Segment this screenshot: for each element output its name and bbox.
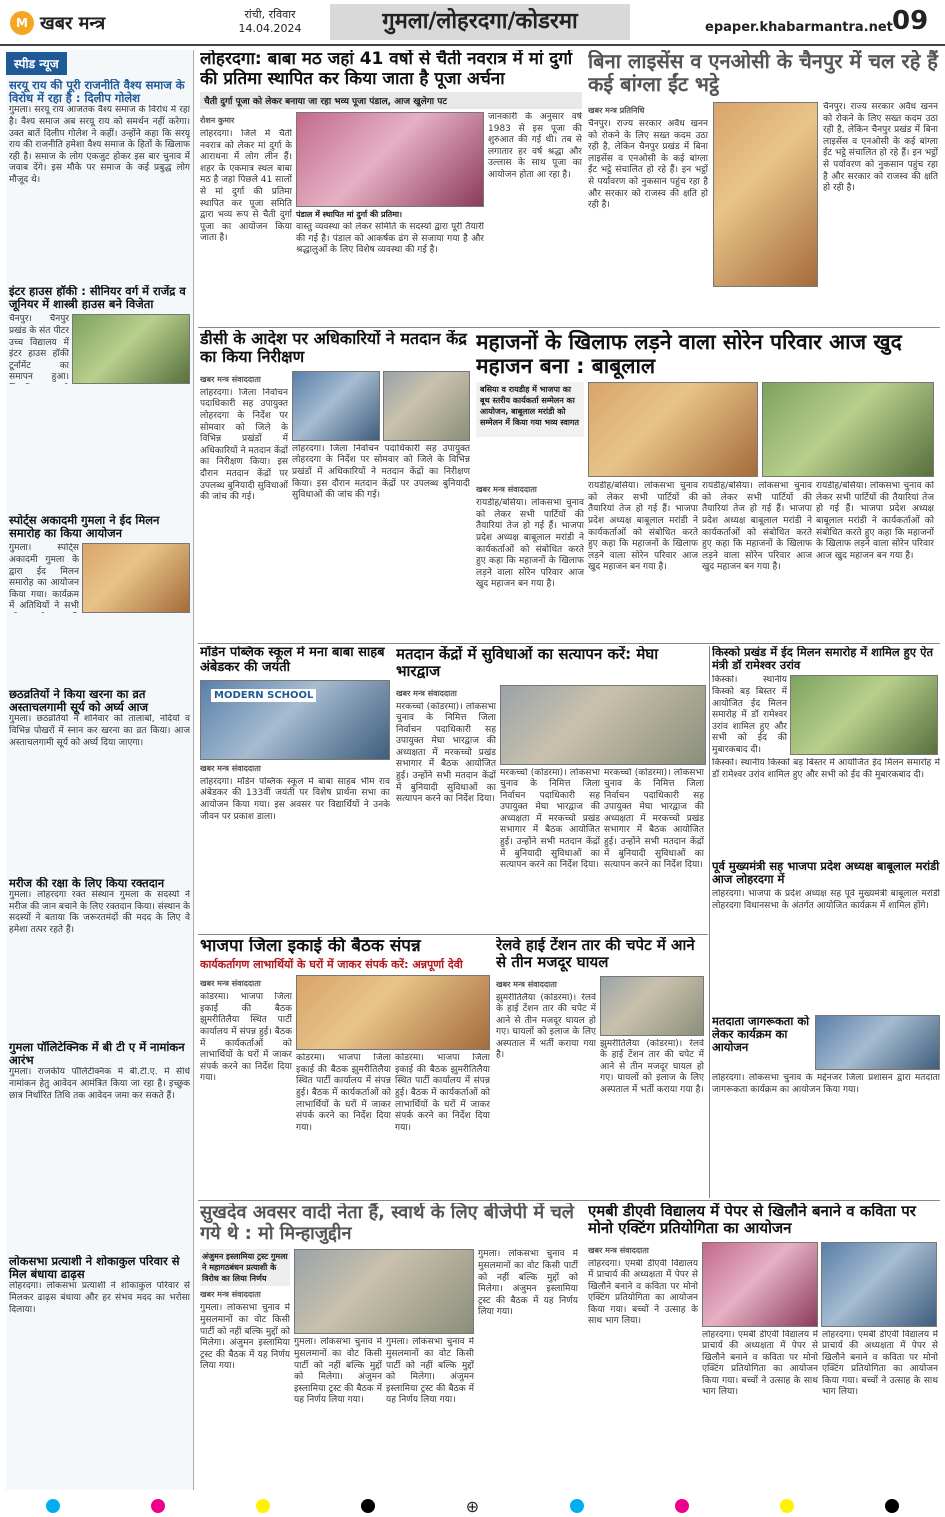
article-body: कोडरमा। भाजपा जिला इकाई की बैठक झुमरीतिलैया स्थित पार्टी कार्यालय में संपन्न हुई। बैठक में कार्यकर्ताओं को लाभार्थियों के घरों में जाकर संपर्क करने का निर्देश दिया गया। [200,992,292,1084]
article-sukhdev [200,1203,580,1493]
article-headline: मतदाता जागरूकता को लेकर कार्यक्रम का आयोजन [712,1015,810,1055]
article-body: लोहरदगा। जिले में चैती नवरात्र को लेकर मां दुर्गा के आराधना में लोग लीन हैं। शहर के एकमात्र स्थल बाबा मठ है जहां पिछले 41 सालों से मां दुर्गा की प्रतिमा स्थापित कर पूजा समिति द्वारा भव्य रूप से चैती दुर्गा पूजा का आयोजन किया जाता है। [200,129,292,244]
article-soren [476,330,940,640]
article-ambedkar [200,646,390,931]
byline: खबर मन्त्र संवाददाता [200,374,261,384]
inspection-photo-2 [383,371,471,441]
logo [10,8,190,38]
dateline [235,8,305,36]
sidebar-label: स्पीड न्यूज [6,52,67,75]
byline: खबर मन्त्र संवाददाता [396,688,457,698]
students-photo-1 [702,1242,818,1327]
masthead [0,0,945,46]
article-dc-inspection [200,330,470,640]
sidebar-item-body: गुमला। स्पोर्ट्स अकादमी गुमला के द्वारा ईद मिलन समारोह का आयोजन किया गया। कार्यक्रम में अतिथियों ने सभी [9,543,79,612]
article-body: मरकच्चो (कोडरमा)। लोकसभा चुनाव के निमित्त जिला निर्वाचन पदाधिकारी सह उपायुक्त मेघा भारद्वाज की अध्यक्षता में मरकच्चो प्रखंड सभागार में बैठक आयोजित हुई। उन्होंने सभी मतदान केंद्रों में बुनियादी सुविधाओं का सत्यापन करने का निर्देश दिया। [500,767,600,871]
photo-caption: अंजुमन इस्लामिया ट्रस्ट गुमला ने महागठबंधन प्रत्याशी के विरोध का लिया निर्णय [200,1249,290,1286]
article-body: लोहरदगा। भाजपा के प्रदेश अध्यक्ष सह पूर्व मुख्यमंत्री बाबूलाल मरांडी लोहरदगा विधानसभा के अंतर्गत आयोजित कार्यक्रम में शामिल होंगे। [712,889,940,912]
cyan-mark [570,1499,584,1513]
byline: खबर मन्त्र संवाददाता [476,485,537,495]
article-body: रायडीह/बसिया। लोकसभा चुनाव को लेकर सभी पार्टियों की तैयारियां तेज हो गई हैं। भाजपा प्रदेश अध्यक्ष बाबूलाल मरांडी ने कार्यकर्ताओं को संबोधित करते हुए कहा कि महाजनों के खिलाफ लड़ने वाला सोरेन परिवार आज खुद महाजन बन गया है। [476,498,584,590]
divider [198,327,940,328]
article-headline: सुखदेव अवसर वादी नेता हैं, स्वार्थ के लिए बीजेपी में चले गये थे : मो मिन्हाजुद्दीन [200,1203,575,1244]
article-body: लोहरदगा। लोकसभा चुनाव के मद्देनजर जिला प्रशासन द्वारा मतदाता जागरूकता कार्यक्रम का आयोजन किया गया। [712,1073,940,1095]
article-headline: मतदान केंद्रों में सुविधाओं का सत्यापन करें: मेघा भारद्वाज [396,646,659,681]
article-headline: लोहरदगा: बाबा मठ जहां 41 वर्षो से चैती नवरात्र में मां दुर्गा की प्रतिमा स्थापित कर किया जाता है पूजा अर्चना [200,50,573,89]
article-body: गुमला। लोकसभा चुनाव में मुसलमानों का वोट किसी पार्टी को नहीं बल्कि मुद्दों को मिलेगा। अंजुमन इस्लामिया ट्रस्ट की बैठक में यह निर्णय लिया गया। [294,1337,382,1406]
eid-kisko-photo [790,675,938,755]
crosshair-icon: ⊕ [465,1496,480,1516]
sidebar-item-headline: लोकसभा प्रत्याशी ने शोकाकुल परिवार से मिल बंधाया ढाढ़स [9,1255,180,1282]
article-body: लोहरदगा। एमबी डीएवी विद्यालय में प्राचार्य की अध्यक्षता में पेपर से खिलौने बनाने व कविता पर मोनो एक्टिंग प्रतियोगिता का आयोजन किया गया। बच्चों ने उत्साह के साथ भाग लिया। [702,1329,818,1398]
article-marandi-visit [712,860,940,1010]
inner-caption: पंडाल में स्थापित मां दुर्गा की प्रतिमा। [296,210,403,220]
byline: खबर मन्त्र संवाददाता [200,979,261,989]
article-body: किस्को। स्थानीय किस्को बड़ बिस्तर में आयोजित ईद मिलन समारोह में डॉ रामेश्वर उरांव शामिल हुए और सभी को ईद की मुबारकबाद दी। [712,675,787,755]
article-headline: रेलवे हाई टेंशन तार की चपेट में आने से तीन मजदूर घायल [496,937,695,972]
article-headline: एमबी डीएवी विद्यालय में पेपर से खिलौने बनाने व कविता पर मोनो एक्टिंग प्रतियोगिता का आयोजन [588,1203,916,1238]
article-headline: मॉर्डन पब्लिक स्कूल में मना बाबा साहब अंबेडकर की जयंती [200,646,385,675]
article-headline: महाजनों के खिलाफ लड़ने वाला सोरेन परिवार आज खुद महाजन बना : बाबूलाल [476,330,902,379]
divider [198,643,940,644]
sidebar-item-headline: मरीज की रक्षा के लिए किया रक्तदान [9,877,165,890]
sidebar-item-headline: इंटर हाउस हॉकी : सीनियर वर्ग में राजेंद्र व जूनियर में शास्त्री हाउस बने विजेता [9,285,186,312]
article-body: लोहरदगा। मॉर्डन पब्लिक स्कूल में बाबा साहब भीम राव अंबेडकर की 133वीं जयंती पर विशेष प्रार्थना सभा का आयोजन किया गया। इस अवसर पर विद्यार्थियों ने उनके जीवन पर प्रकाश डाला। [200,776,390,822]
sidebar-item-body: गुमला। राजकीय पॉलिटेक्निक में बी.टी.ए. में सीधे नामांकन हेतु आवेदन आमंत्रित किया जा रहा है। इच्छुक छात्र निर्धारित तिथि तक आवेदन जमा कर सकते हैं। [9,1067,190,1101]
awareness-photo [815,1015,940,1070]
durga-idol-photo [296,112,484,207]
section-title: गुमला/लोहरदगा/कोडरमा [330,4,630,40]
inspection-photo-1 [292,371,380,441]
issue-date: 14.04.2024 [238,22,302,35]
article-body: गुमला। लोकसभा चुनाव में मुसलमानों का वोट किसी पार्टी को नहीं बल्कि मुद्दों को मिलेगा। अंजुमन इस्लामिया ट्रस्ट की बैठक में यह निर्णय लिया गया। [200,1303,290,1372]
article-body: कोडरमा। भाजपा जिला इकाई की बैठक झुमरीतिलैया स्थित पार्टी कार्यालय में संपन्न हुई। बैठक में कार्यकर्ताओं को लाभार्थियों के घरों में जाकर संपर्क करने का निर्देश दिया गया। [296,1053,391,1133]
article-body: झुमरीतिलैया (कोडरमा)। रेलवे के हाई टेंशन तार की चपेट में आने से तीन मजदूर घायल हो गए। घायलों को इलाज के लिए अस्पताल में भर्ती कराया गया है। [496,992,596,1061]
article-voter-awareness [712,1015,940,1195]
article-body: मरकच्चो (कोडरमा)। लोकसभा चुनाव के निमित्त जिला निर्वाचन पदाधिकारी सह उपायुक्त मेघा भारद्वाज की अध्यक्षता में मरकच्चो प्रखंड सभागार में बैठक आयोजित हुई। उन्होंने सभी मतदान केंद्रों में बुनियादी सुविधाओं का सत्यापन करने का निर्देश दिया। [396,701,496,805]
sidebar-item-headline: स्पोर्ट्स अकादमी गुमला ने ईद मिलन समारोह का किया आयोजन [9,514,160,541]
article-headline: डीसी के आदेश पर अधिकारियों ने मतदान केंद्र का किया निरीक्षण [200,330,467,367]
article-bjp-meeting [200,937,490,1197]
article-body: चैनपुर। राज्य सरकार अवैध खनन को रोकने के लिए सख्त कदम उठा रही है, लेकिन चैनपुर प्रखंड में बिना लाइसेंस व एनओसी के कई बांग्ला ईंट भट्ठे संचालित हो रहे हैं। इन भट्ठों से पर्यावरण को नुकसान पहुंच रहा है और सरकार को राजस्व की क्षति हो रही है। [823,102,938,194]
sidebar-item [6,79,193,279]
divider [198,934,708,935]
article-headline: बिना लाइसेंस व एनओसी के चैनपुर में चल रहे हैं कई बांग्ला ईंट भट्ठे [588,50,938,96]
eid-event-photo [82,543,190,613]
sidebar-item-headline: छठव्रतियों ने किया खरना का व्रत अस्ताचलगामी सूर्य को अर्घ्य आज [9,688,149,715]
article-voting-facilities [396,646,706,931]
yellow-mark [256,1499,270,1513]
yellow-mark [780,1499,794,1513]
brick-kiln-photo [713,102,818,287]
article-subhead: कार्यकर्तागण लाभार्थियों के घरों में जाकर संपर्क करें: अन्नपूर्णा देवी [200,957,463,971]
rally-photo-2 [762,382,934,477]
page-number: 09 [892,6,929,36]
article-body: लोहरदगा। एमबी डीएवी विद्यालय में प्राचार्य की अध्यक्षता में पेपर से खिलौने बनाने व कविता पर मोनो एक्टिंग प्रतियोगिता का आयोजन किया गया। बच्चों ने उत्साह के साथ भाग लिया। [588,1258,698,1327]
article-eid-kisko [712,646,940,856]
article-body: कोडरमा। भाजपा जिला इकाई की बैठक झुमरीतिलैया स्थित पार्टी कार्यालय में संपन्न हुई। बैठक में कार्यकर्ताओं को लाभार्थियों के घरों में जाकर संपर्क करने का निर्देश दिया गया। [395,1053,490,1133]
article-body: लोहरदगा। जिला निर्वाचन पदाधिकारी सह उपायुक्त लोहरदगा के निर्देश पर सोमवार को जिले के विभिन्न प्रखंडों में अधिकारियों ने मतदान केंद्रों का निरीक्षण किया। इस दौरान मतदान केंद्रों पर उपलब्ध बुनियादी सुविधाओं की जांच की गई। [292,443,470,501]
article-railway-accident [496,937,706,1197]
sidebar-item-headline: सरयू राय की पूरी राजनीति वैश्य समाज के विरोध में रहा है : दिलीप गोलेश [9,79,185,106]
photo-caption: चैती दुर्गा पूजा को लेकर बनाया जा रहा भव्य पूजा पंडाल, आज खुलेगा पट [200,92,582,109]
sidebar-item-body: चैनपुर। चैनपुर प्रखंड के संत पीटर उच्च विद्यालय में इंटर हाउस हॉकी टूर्नामेंट का समापन हुआ। [9,314,69,383]
sidebar-item-body: गुमला। छठव्रतियों ने शनिवार को तालाबों, नदियों व विभिन्न पोखरों में स्नान कर खरना का व्रत किया। आज अस्ताचलगामी सूर्य को अर्घ्य दिया जाएगा। [9,714,190,748]
article-brick-kilns [588,50,940,325]
divider [198,1200,940,1201]
magenta-mark [675,1499,689,1513]
article-body: गुमला। लोकसभा चुनाव में मुसलमानों का वोट किसी पार्टी को नहीं बल्कि मुद्दों को मिलेगा। अंजुमन इस्लामिया ट्रस्ट की बैठक में यह निर्णय लिया गया। [386,1337,474,1406]
byline: खबर मन्त्र संवाददाता [588,1245,649,1255]
article-headline: भाजपा जिला इकाई की बैठक संपन्न [200,937,421,956]
paper-name: खबर मन्त्र [40,13,106,34]
black-mark [361,1499,375,1513]
article-body: गुमला। लोकसभा चुनाव में मुसलमानों का वोट किसी पार्टी को नहीं बल्कि मुद्दों को मिलेगा। अंजुमन इस्लामिया ट्रस्ट की बैठक में यह निर्णय लिया गया। [478,1249,578,1318]
byline: खबर मन्त्र संवाददाता [496,979,557,989]
school-event-photo [200,680,390,760]
article-body: जानकारी के अनुसार वर्ष 1983 से इस पूजा की शुरुआत की गई थी। तब से लगातार हर वर्ष श्रद्धा और उल्लास के साथ पूजा का आयोजन होता आ रहा है। [488,112,582,181]
epaper-url[interactable]: epaper.khabarmantra.net [705,20,893,35]
article-body: वास्तु व्यवस्था को लेकर समिति के सदस्यों द्वारा पूरी तैयारी की गई है। पंडाल को आकर्षक ढंग से सजाया गया है और श्रद्धालुओं के लिए विशेष व्यवस्था की गई है। [296,222,484,256]
byline: रोशन कुमार [200,116,235,126]
article-headline: किस्को प्रखंड में ईद मिलन समारोह में शामिल हुए ऐत मंत्री डॉ रामेश्वर उरांव [712,646,934,673]
magenta-mark [151,1499,165,1513]
sidebar-item [6,688,193,873]
article-body: लोहरदगा। जिला निर्वाचन पदाधिकारी सह उपायुक्त लोहरदगा के निर्देश पर सोमवार को जिले के विभिन्न प्रखंडों में अधिकारियों ने मतदान केंद्रों का निरीक्षण किया। इस दौरान मतदान केंद्रों पर उपलब्ध बुनियादी सुविधाओं की जांच की गई। [200,387,288,503]
sidebar-item-body: लोहरदगा। लोकसभा प्रत्याशी ने शोकाकुल परिवार से मिलकर ढाढ़स बंधाया और हर संभव मदद का भरोसा दिलाया। [9,1281,190,1315]
byline: खबर मन्त्र प्रतिनिधि [588,106,645,115]
cyan-mark [46,1499,60,1513]
article-body: मरकच्चो (कोडरमा)। लोकसभा चुनाव के निमित्त जिला निर्वाचन पदाधिकारी सह उपायुक्त मेघा भारद्वाज की अध्यक्षता में मरकच्चो प्रखंड सभागार में बैठक आयोजित हुई। उन्होंने सभी मतदान केंद्रों में बुनियादी सुविधाओं का सत्यापन करने का निर्देश दिया। [604,767,704,871]
article-body: लोहरदगा। एमबी डीएवी विद्यालय में प्राचार्य की अध्यक्षता में पेपर से खिलौने बनाने व कविता पर मोनो एक्टिंग प्रतियोगिता का आयोजन किया गया। बच्चों ने उत्साह के साथ भाग लिया। [822,1329,938,1398]
article-body: रायडीह/बसिया। लोकसभा चुनाव को लेकर सभी पार्टियों की तैयारियां तेज हो गई हैं। भाजपा प्रदेश अध्यक्ष बाबूलाल मरांडी ने कार्यकर्ताओं को संबोधित करते हुए कहा कि महाजनों के खिलाफ लड़ने वाला सोरेन परिवार आज खुद महाजन बन गया है। [816,481,934,561]
students-photo-2 [821,1242,937,1327]
article-body: किस्को। स्थानीय किस्को बड़ बिस्तर में आयोजित ईद मिलन समारोह में डॉ रामेश्वर उरांव शामिल हुए और सभी को ईद की मुबारकबाद दी। [712,758,940,781]
black-mark [885,1499,899,1513]
sidebar-item [6,285,193,510]
hockey-team-photo [72,314,190,384]
city-day: रांची, रविवार [244,8,296,21]
sidebar-item-headline: गुमला पॉलिटेक्निक में बी टी ए में नामांकन आरंभ [9,1041,185,1068]
speed-news-sidebar [6,50,194,1490]
bjp-meeting-photo [296,975,490,1050]
photo-caption: बसिया व रायडीह में भाजपा का बूथ स्तरीय कार्यकर्ता सम्मेलन का आयोजन, बाबूलाल मरांडी को सम्मेलन में किया गया भव्य स्वागत [476,382,584,437]
logo-mark: M [10,11,34,35]
divider [709,646,710,1198]
sidebar-item [6,514,193,684]
railway-site-photo [600,976,704,1036]
rally-photo-1 [588,382,758,477]
trust-meeting-photo [294,1249,474,1334]
byline: खबर मन्त्र संवाददाता [200,763,261,773]
article-body: झुमरीतिलैया (कोडरमा)। रेलवे के हाई टेंशन तार की चपेट में आने से तीन मजदूर घायल हो गए। घायलों को इलाज के लिए अस्पताल में भर्ती कराया गया है। [600,1038,704,1095]
article-baba-math [200,50,582,325]
article-dav-school [588,1203,940,1493]
sidebar-item [6,877,193,1037]
school-sign: MODERN SCHOOL [211,689,316,702]
article-body: चैनपुर। राज्य सरकार अवैध खनन को रोकने के लिए सख्त कदम उठा रही है, लेकिन चैनपुर प्रखंड में बिना लाइसेंस व एनओसी के कई बांग्ला ईंट भट्ठे संचालित हो रहे हैं। इन भट्ठों से पर्यावरण को नुकसान पहुंच रहा है और सरकार को राजस्व की क्षति हो रही है। [588,119,708,211]
registration-marks [0,1495,945,1517]
article-body: रायडीह/बसिया। लोकसभा चुनाव को लेकर सभी पार्टियों की तैयारियां तेज हो गई हैं। भाजपा प्रदेश अध्यक्ष बाबूलाल मरांडी ने कार्यकर्ताओं को संबोधित करते हुए कहा कि महाजनों के खिलाफ लड़ने वाला सोरेन परिवार आज खुद महाजन बन गया है। [702,481,812,573]
sidebar-item [6,1041,193,1251]
sidebar-item [6,1255,193,1435]
meeting-photo [500,685,706,765]
sidebar-item-body: गुमला। सरयू राय आजतक वैश्य समाज के विरोध में रहा है। वैश्य समाज अब सरयू राय को समर्थन नहीं करेगा। उक्त बातें दिलीप गोलेश ने कहीं। उन्होंने कहा कि सरयू राय की राजनीति हमेशा वैश्य समाज के हितों के खिलाफ रही है। समाज के लोग एकजुट होकर इस बार चुनाव में जवाब देंगे। इस मौके पर समाज के कई प्रबुद्ध लोग मौजूद थे। [9,105,190,185]
sidebar-item-body: गुमला। लोहरदगा रक्त संस्थान गुमला के सदस्यों ने मरीज की जान बचाने के लिए रक्तदान किया। संस्थान के सदस्यों ने बताया कि जरूरतमंदों की मदद के लिए वे हमेशा तत्पर रहते हैं। [9,890,190,935]
article-headline: पूर्व मुख्यमंत्री सह भाजपा प्रदेश अध्यक्ष बाबूलाल मरांडी आज लोहरदगा में [712,860,940,887]
article-body: रायडीह/बसिया। लोकसभा चुनाव को लेकर सभी पार्टियों की तैयारियां तेज हो गई हैं। भाजपा प्रदेश अध्यक्ष बाबूलाल मरांडी ने कार्यकर्ताओं को संबोधित करते हुए कहा कि महाजनों के खिलाफ लड़ने वाला सोरेन परिवार आज खुद महाजन बन गया है। [588,481,698,573]
byline: खबर मन्त्र संवाददाता [200,1290,261,1300]
